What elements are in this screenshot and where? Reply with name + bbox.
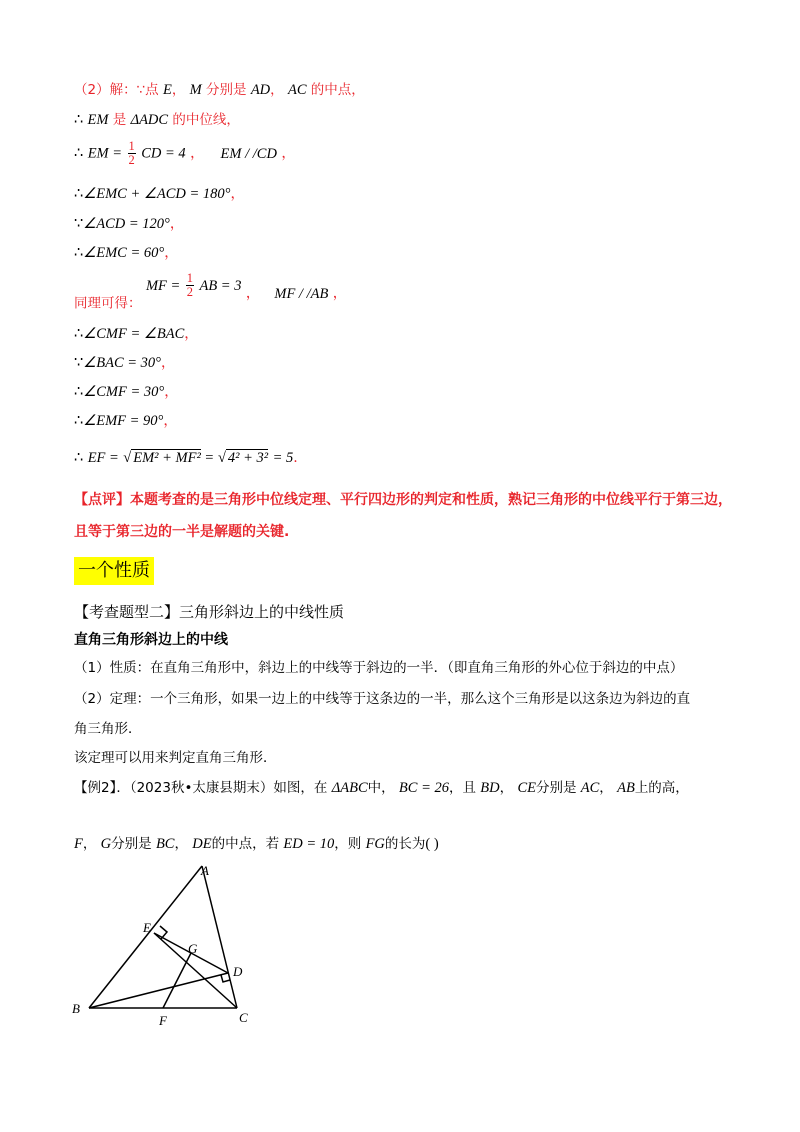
altitude-ce <box>154 933 237 1008</box>
side-ab <box>89 866 202 1008</box>
solution-line-6: ∴∠EMC = 60°， <box>74 245 179 261</box>
label-g: G <box>188 941 198 956</box>
solution-line-9: ∵∠BAC = 30°， <box>74 355 175 371</box>
segment-fg <box>163 953 191 1008</box>
solution-line-7: 同理可得： MF = $\frac{1}{2}$ AB = 3 ， MF / /AB ， <box>74 271 347 312</box>
solution-line-4: ∴∠EMC + ∠ACD = 180°， <box>74 186 245 202</box>
solution-line-5: ∵∠ACD = 120°， <box>74 216 184 232</box>
fraction-half: $\frac{1}{2}$ <box>128 139 135 167</box>
theorem-line-1: （2）定理：一个三角形，如果一边上的中线等于这条边的一半，那么这个三角形是以这条边为斜边的直 <box>74 691 691 707</box>
solution-line-3: ∴ EM = $\frac{1}{2}$ CD = 4 ， EM / /CD ， <box>74 139 296 167</box>
usage-text: 该定理可以用来判定直角三角形． <box>74 750 277 766</box>
solution-line-12: ∴ EF = √ EM² + MF² = √ 4² + 3² = 5. <box>74 450 298 466</box>
label-a: A <box>201 863 209 878</box>
subheading: 直角三角形斜边上的中线 <box>74 632 228 648</box>
solution-line-10: ∴∠CMF = 30°， <box>74 384 179 400</box>
example-line-2: F， G分别是 BC， DE的中点，若 ED = 10，则 FG的长为( ) <box>74 836 439 852</box>
solution-line-1: （2）解：∵点 E， M 分别是 AD， AC 的中点， <box>74 82 365 98</box>
comment-line-2: 且等于第三边的一半是解题的关键. <box>74 524 290 540</box>
side-ac <box>202 866 237 1008</box>
section-heading: 一个性质 <box>74 557 154 585</box>
type-title: 【考查题型二】三角形斜边上的中线性质 <box>74 603 345 621</box>
label-e: E <box>143 920 151 935</box>
property-text: （1）性质：在直角三角形中，斜边上的中线等于斜边的一半．（即直角三角形的外心位于斜边的中点） <box>74 660 684 676</box>
label-b: B <box>72 1001 80 1016</box>
altitude-bd <box>89 973 228 1008</box>
label-f: F <box>159 1013 167 1028</box>
right-angle-d <box>221 975 230 982</box>
fraction-half: $\frac{1}{2}$ <box>186 271 194 299</box>
solution-line-8: ∴∠CMF = ∠BAC， <box>74 326 199 342</box>
theorem-line-2: 角三角形． <box>74 721 142 737</box>
label-c: C <box>239 1010 248 1025</box>
right-angle-e <box>160 926 167 939</box>
label-d: D <box>233 964 243 979</box>
solution-line-2: ∴ EM 是 ΔADC 的中位线， <box>74 112 240 128</box>
solution-line-11: ∴∠EMF = 90°， <box>74 413 178 429</box>
comment-line-1: 【点评】本题考查的是三角形中位线定理、平行四边形的判定和性质，熟记三角形的中位线平行于第三边， <box>74 492 732 508</box>
segment-ed <box>154 933 228 973</box>
example-line-1: 【例2】．（2023秋•太康县期末）如图，在 ΔABC中， BC = 26，且 BD， CE分别是 AC， AB上的高， <box>74 780 689 796</box>
